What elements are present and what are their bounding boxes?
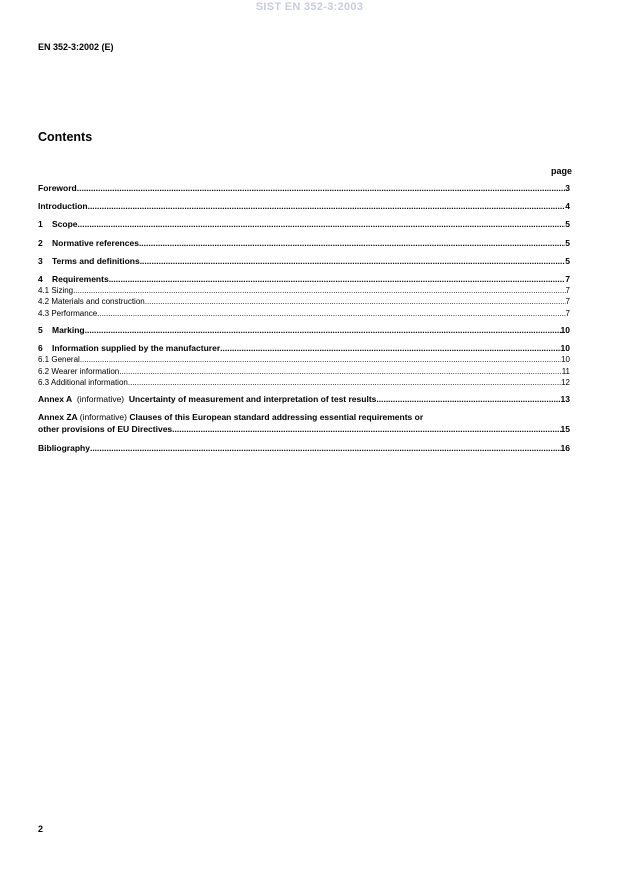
toc-label (38, 393, 376, 405)
toc-page: 5 (565, 255, 570, 266)
toc-page: 10 (560, 324, 570, 335)
toc-page: 3 (565, 183, 570, 193)
annex-title-line-1: Clauses of this European standard addressing essential requirements or (129, 412, 424, 423)
toc-leader (88, 200, 566, 212)
toc-leader (172, 423, 560, 435)
toc-page: 4 (565, 201, 570, 212)
page-number: 2 (38, 824, 44, 834)
document-id: EN 352-3:2002 (E) (38, 42, 114, 52)
toc-leader (145, 296, 566, 308)
toc-entry-bibliography[interactable] (38, 442, 570, 454)
watermark: SIST EN 352-3:2003 (255, 1, 364, 13)
toc-page: 13 (560, 394, 570, 405)
toc-entry-annex-a[interactable] (38, 393, 570, 405)
toc-subentry-performance[interactable] (38, 308, 570, 320)
toc-entry-scope[interactable] (38, 218, 570, 230)
table-of-contents (38, 182, 570, 454)
toc-entry-requirements[interactable] (38, 273, 570, 285)
toc-leader (73, 285, 565, 297)
toc-label (38, 218, 78, 230)
toc-label: Bibliography (38, 442, 90, 453)
annex-title-line-2: other provisions of EU Directives (38, 424, 173, 435)
toc-page: 12 (561, 378, 570, 388)
annex-type: (informative) (76, 394, 125, 405)
toc-label: 4.2 Materials and construction (38, 297, 145, 307)
toc-page: 7 (565, 285, 570, 295)
toc-subentry-materials[interactable] (38, 296, 570, 308)
toc-leader (109, 273, 566, 285)
toc-leader (78, 218, 566, 230)
toc-entry-information[interactable] (38, 342, 570, 354)
toc-entry-annex-za[interactable] (38, 411, 570, 435)
section-title: Requirements (52, 273, 109, 284)
toc-page: 7 (565, 273, 570, 284)
toc-label (38, 237, 139, 249)
toc-subentry-general[interactable] (38, 354, 570, 366)
toc-label: Introduction (38, 201, 88, 212)
toc-leader (376, 393, 560, 405)
toc-label: 4.3 Performance (38, 308, 98, 318)
section-number: 4 (38, 273, 43, 284)
section-number: 3 (38, 255, 43, 266)
toc-leader (220, 342, 560, 354)
section-title: Normative references (52, 237, 139, 248)
toc-label (38, 324, 85, 336)
toc-entry-introduction[interactable] (38, 200, 570, 212)
page-column-label: page (550, 166, 572, 176)
toc-label (38, 255, 140, 267)
toc-subentry-wearer-information[interactable] (38, 366, 570, 378)
toc-leader (140, 255, 566, 267)
toc-page: 5 (565, 237, 570, 248)
toc-leader (85, 324, 561, 336)
toc-label (38, 342, 220, 354)
toc-label: Foreword (38, 183, 77, 193)
toc-page: 15 (560, 424, 570, 435)
section-number: 1 (38, 219, 43, 230)
toc-leader (139, 237, 565, 249)
toc-page: 5 (565, 219, 570, 230)
toc-subentry-additional-information[interactable] (38, 377, 570, 389)
annex-za-line-1 (38, 411, 570, 423)
toc-leader (119, 366, 561, 378)
annex-title: Uncertainty of measurement and interpretation of test results (128, 394, 377, 405)
section-number: 6 (38, 343, 43, 354)
toc-label: 6.2 Wearer information (38, 366, 120, 376)
toc-subentry-sizing[interactable] (38, 285, 570, 297)
section-title: Marking (52, 324, 85, 335)
section-number: 2 (38, 237, 43, 248)
toc-page: 7 (565, 297, 570, 307)
toc-entry-foreword[interactable] (38, 182, 570, 194)
section-title: Information supplied by the manufacturer (52, 343, 221, 354)
toc-leader (77, 182, 566, 194)
toc-page: 16 (560, 442, 570, 453)
toc-page: 7 (565, 308, 570, 318)
toc-leader (97, 308, 565, 320)
section-title: Terms and definitions (52, 255, 140, 266)
toc-page: 10 (560, 343, 570, 354)
toc-leader (128, 377, 561, 389)
toc-entry-marking[interactable] (38, 324, 570, 336)
toc-label: 6.3 Additional information (38, 378, 128, 388)
annex-type: (informative) (79, 412, 127, 423)
annex-prefix: Annex ZA (38, 412, 78, 423)
toc-label (38, 273, 109, 285)
toc-leader (90, 442, 561, 454)
section-number: 5 (38, 324, 43, 335)
toc-entry-terms-definitions[interactable] (38, 255, 570, 267)
toc-label: 6.1 General (38, 355, 80, 365)
toc-entry-normative-references[interactable] (38, 237, 570, 249)
toc-page: 11 (561, 366, 570, 376)
toc-page: 10 (561, 355, 570, 365)
toc-label: 4.1 Sizing (38, 285, 74, 295)
section-title: Scope (52, 219, 78, 230)
annex-prefix: Annex A (38, 394, 73, 405)
contents-title: Contents (38, 130, 93, 144)
toc-leader (80, 354, 561, 366)
annex-za-line-2 (38, 423, 570, 435)
